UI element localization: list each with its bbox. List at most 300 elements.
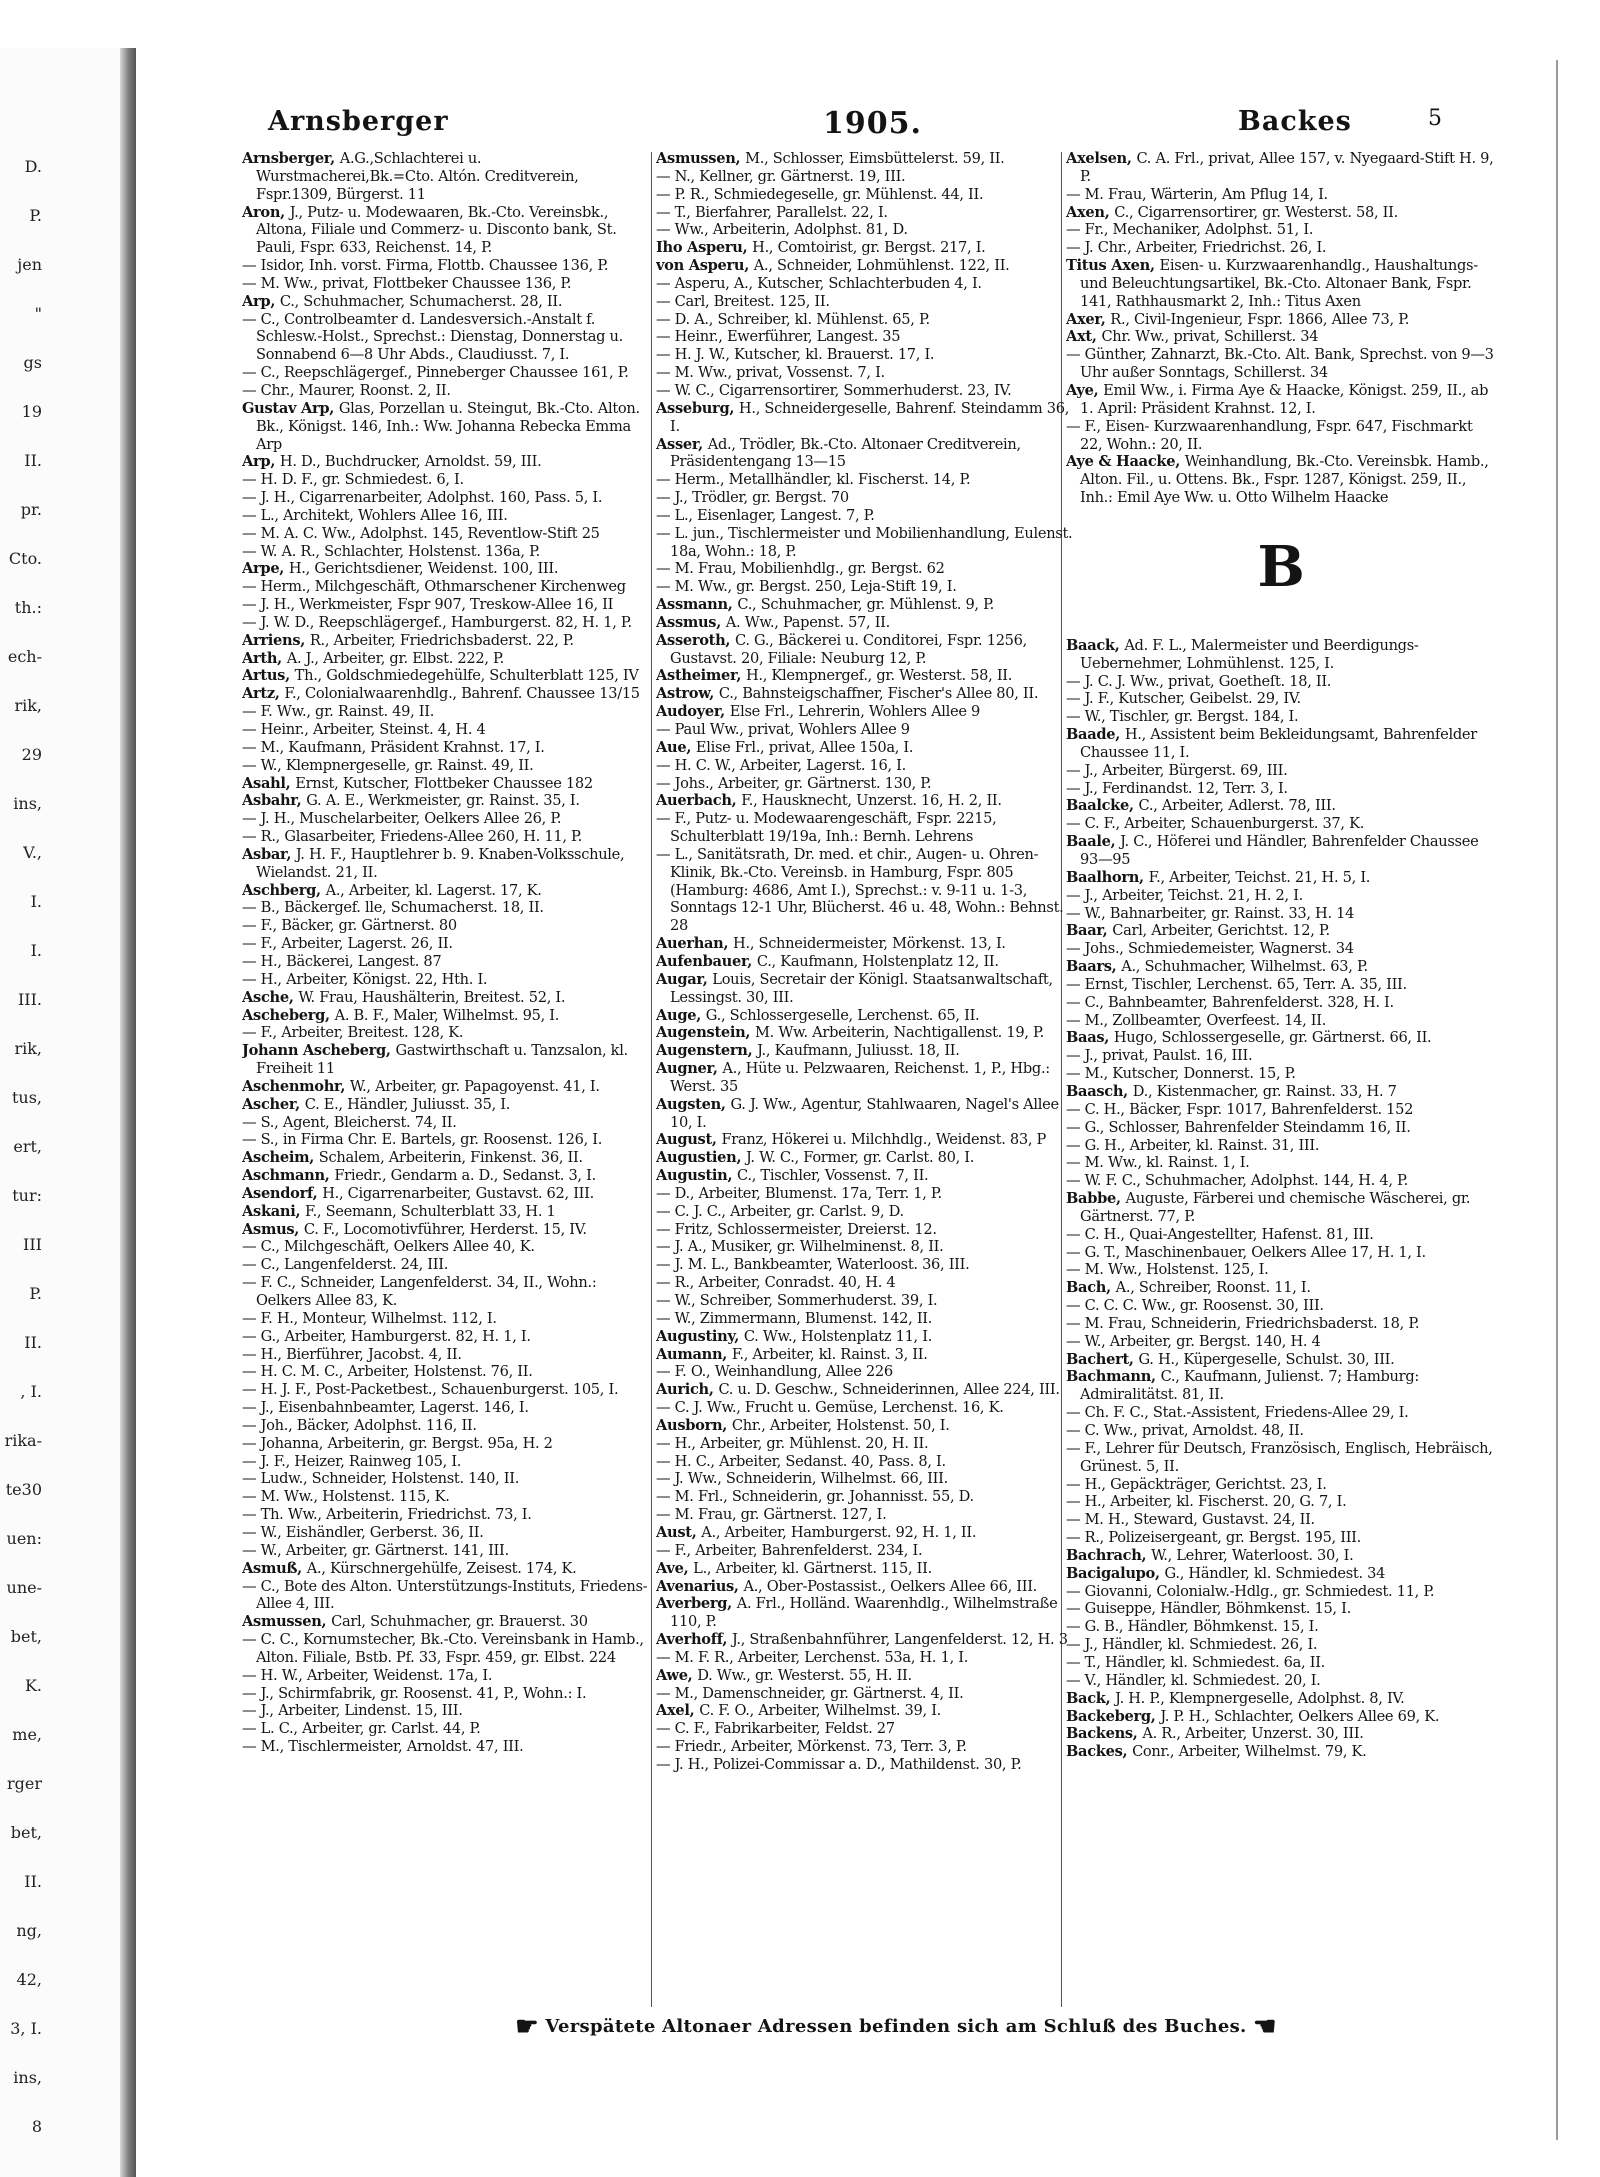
entry-details: — D. A., Schreiber, kl. Mühlenst. 65, P. bbox=[656, 310, 930, 328]
directory-entry bbox=[242, 560, 652, 578]
directory-entry bbox=[242, 507, 652, 525]
entry-surname: Augenstein, bbox=[656, 1024, 755, 1042]
directory-entry bbox=[656, 293, 1076, 311]
directory-entry bbox=[242, 846, 652, 882]
directory-entry bbox=[242, 650, 652, 668]
directory-entry bbox=[656, 685, 1076, 703]
entry-details: — G. B., Händler, Böhmkenst. 15, I. bbox=[1066, 1618, 1319, 1636]
directory-entry bbox=[242, 1310, 652, 1328]
directory-entry bbox=[1066, 673, 1496, 691]
entry-details: A., Hüte u. Pelzwaaren, Reichenst. 1, P., Hbg.: Werst. 35 bbox=[670, 1060, 1050, 1095]
directory-entry bbox=[1066, 382, 1496, 418]
directory-entry bbox=[656, 364, 1076, 382]
directory-entry bbox=[242, 1685, 652, 1703]
directory-entry bbox=[242, 1024, 652, 1042]
directory-entry bbox=[1066, 186, 1496, 204]
entry-surname: Audoyer, bbox=[656, 703, 730, 721]
directory-entry bbox=[1066, 1315, 1496, 1333]
entry-surname: Aschmann, bbox=[242, 1167, 335, 1185]
entry-details: Schalem, Arbeiterin, Finkenst. 36, II. bbox=[318, 1149, 583, 1167]
header-year: 1905. bbox=[823, 106, 922, 141]
entry-details: M., Schlosser, Eimsbüttelerst. 59, II. bbox=[745, 150, 1005, 167]
margin-fragment: D. bbox=[24, 157, 42, 176]
page-gutter-shadow bbox=[120, 48, 136, 2177]
previous-page-strip bbox=[0, 48, 132, 2177]
entry-details: G. A. E., Werkmeister, gr. Rainst. 35, I. bbox=[306, 792, 580, 810]
directory-entry bbox=[656, 1399, 1076, 1417]
entry-surname: Averhoff, bbox=[656, 1631, 732, 1649]
directory-entry bbox=[242, 204, 652, 258]
entry-details: — T., Bierfahrer, Parallelst. 22, I. bbox=[656, 203, 888, 221]
directory-entry bbox=[656, 1595, 1076, 1631]
entry-details: — J., Arbeiter, Bürgerst. 69, III. bbox=[1066, 761, 1288, 779]
margin-fragment: ert, bbox=[13, 1137, 42, 1156]
margin-fragment: ins, bbox=[13, 2068, 42, 2087]
entry-details: — M. Ww., Holstenst. 125, I. bbox=[1066, 1261, 1269, 1279]
entry-details: — F., Eisen- Kurzwaarenhandlung, Fspr. 647, Fischmarkt 22, Wohn.: 20, II. bbox=[1066, 417, 1473, 453]
directory-entry bbox=[242, 1542, 652, 1560]
entry-details: — L. jun., Tischlermeister und Mobilienhandlung, Eulenst. 18a, Wohn.: 18, P. bbox=[656, 524, 1073, 560]
entry-details: — L., Architekt, Wohlers Allee 16, III. bbox=[242, 506, 508, 524]
entry-details: C., Tischler, Vossenst. 7, II. bbox=[737, 1167, 929, 1185]
directory-entry bbox=[656, 1185, 1076, 1203]
entry-surname: Aurich, bbox=[656, 1381, 719, 1399]
directory-entry bbox=[1066, 976, 1496, 994]
directory-entry bbox=[656, 1149, 1076, 1167]
directory-entry bbox=[242, 1702, 652, 1720]
entry-details: — G. T., Maschinenbauer, Oelkers Allee 17, H. 1, I. bbox=[1066, 1243, 1426, 1261]
directory-entry bbox=[656, 507, 1076, 525]
entry-details: A., Ober-Postassist., Oelkers Allee 66, III. bbox=[743, 1577, 1037, 1595]
entry-surname: Asahl, bbox=[242, 774, 296, 792]
margin-fragment: 19 bbox=[21, 402, 42, 421]
entry-details: — J. Ww., Schneiderin, Wilhelmst. 66, III. bbox=[656, 1470, 948, 1488]
entry-surname: Aue, bbox=[656, 738, 696, 756]
entry-surname: Asseburg, bbox=[656, 399, 739, 417]
entry-details: — C. J. C., Arbeiter, gr. Carlst. 9, D. bbox=[656, 1202, 904, 1220]
entry-details: A., Arbeiter, Hamburgerst. 92, H. 1, II. bbox=[701, 1523, 977, 1541]
margin-fragment: gs bbox=[23, 353, 42, 372]
directory-entry bbox=[1066, 1190, 1496, 1226]
directory-entry bbox=[1066, 1672, 1496, 1690]
directory-entry bbox=[242, 882, 652, 900]
entry-details: — J. A., Musiker, gr. Wilhelminenst. 8, II. bbox=[656, 1238, 944, 1256]
margin-fragment: bet, bbox=[10, 1627, 42, 1646]
entry-details: J., Straßenbahnführer, Langenfelderst. 12, H. 3 bbox=[731, 1631, 1068, 1649]
entry-details: A. Ww., Papenst. 57, II. bbox=[725, 613, 890, 631]
entry-details: — W., Schreiber, Sommerhuderst. 39, I. bbox=[656, 1292, 938, 1309]
margin-fragment: bet, bbox=[10, 1823, 42, 1842]
directory-column-1 bbox=[242, 150, 652, 2030]
margin-fragment: P. bbox=[29, 1284, 42, 1303]
entry-details: — H. J. F., Post-Packetbest., Schauenburgerst. 105, I. bbox=[242, 1381, 619, 1399]
header-left-keyword: Arnsberger bbox=[268, 106, 449, 137]
directory-entry bbox=[1066, 1476, 1496, 1494]
margin-fragment: III. bbox=[17, 990, 42, 1009]
entry-details: R., Civil-Ingenieur, Fspr. 1866, Allee 73, P. bbox=[1110, 310, 1410, 328]
directory-entry bbox=[242, 757, 652, 775]
entry-details: Carl, Arbeiter, Gerichtst. 12, P. bbox=[1112, 922, 1330, 940]
entry-details: G. J. Ww., Agentur, Stahlwaaren, Nagel's Allee 10, I. bbox=[670, 1095, 1059, 1131]
directory-entry bbox=[1066, 1690, 1496, 1708]
entry-details: — H. C. M. C., Arbeiter, Holstenst. 76, II. bbox=[242, 1363, 533, 1381]
entry-surname: Asbahr, bbox=[242, 792, 307, 810]
margin-fragment: uen: bbox=[6, 1529, 42, 1548]
entry-details: A., Schneider, Lohmühlenst. 122, II. bbox=[753, 257, 1010, 275]
entry-surname: Baar, bbox=[1066, 922, 1113, 940]
entry-surname: Baade, bbox=[1066, 726, 1125, 744]
entry-surname: Asche, bbox=[242, 988, 299, 1006]
entry-details: Friedr., Gendarm a. D., Sedanst. 3, I. bbox=[334, 1167, 596, 1185]
directory-entry bbox=[242, 1470, 652, 1488]
entry-surname: Ascheberg, bbox=[242, 1006, 335, 1024]
directory-entry bbox=[656, 1238, 1076, 1256]
entry-details: Franz, Hökerei u. Milchhdlg., Weidenst. 83, P bbox=[721, 1131, 1047, 1149]
directory-entry bbox=[1066, 1172, 1496, 1190]
entry-details: Th., Goldschmiedegehülfe, Schulterblatt 125, IV bbox=[294, 667, 639, 685]
entry-details: — M. Frau, Mobilienhdlg., gr. Bergst. 62 bbox=[656, 560, 945, 578]
directory-entry bbox=[656, 1685, 1076, 1703]
entry-details: C., Schuhmacher, gr. Mühlenst. 9, P. bbox=[737, 596, 995, 614]
entry-details: — F. C., Schneider, Langenfelderst. 34, II., Wohn.: Oelkers Allee 83, K. bbox=[242, 1274, 597, 1309]
margin-fragment: ech- bbox=[7, 647, 42, 666]
entry-details: — F., Putz- u. Modewaarengeschäft, Fspr. 2215, Schulterblatt 19/19a, Inh.: Bernh. Lehrens bbox=[656, 810, 997, 846]
entry-details: — P. R., Schmiedegeselle, gr. Mühlenst. 44, II. bbox=[656, 185, 984, 203]
entry-details: — C., Bote des Alton. Unterstützungs-Instituts, Friedens-Allee 4, III. bbox=[242, 1577, 648, 1613]
directory-entry bbox=[1066, 1708, 1496, 1726]
directory-entry bbox=[242, 703, 652, 721]
directory-entry bbox=[242, 1042, 652, 1078]
directory-entry bbox=[1066, 905, 1496, 923]
margin-fragment: ng, bbox=[16, 1921, 42, 1940]
directory-entry bbox=[1066, 1244, 1496, 1262]
directory-entry bbox=[656, 471, 1076, 489]
directory-entry bbox=[656, 346, 1076, 364]
entry-details: — Heinr., Ewerführer, Langest. 35 bbox=[656, 328, 901, 346]
entry-details: — R., Arbeiter, Conradst. 40, H. 4 bbox=[656, 1274, 896, 1292]
entry-details: — J., Händler, kl. Schmiedest. 26, I. bbox=[1066, 1636, 1318, 1654]
entry-details: — H. C., Arbeiter, Sedanst. 40, Pass. 8, I. bbox=[656, 1452, 946, 1470]
directory-entry bbox=[656, 596, 1076, 614]
directory-entry bbox=[1066, 797, 1496, 815]
directory-entry bbox=[656, 1274, 1076, 1292]
entry-surname: Augsten, bbox=[656, 1095, 731, 1113]
directory-entry bbox=[242, 614, 652, 632]
entry-surname: Asmussen, bbox=[656, 150, 746, 167]
directory-entry bbox=[656, 1221, 1076, 1239]
directory-entry bbox=[1066, 1226, 1496, 1244]
directory-entry bbox=[1066, 1012, 1496, 1030]
margin-fragment: 42, bbox=[16, 1970, 42, 1989]
directory-entry bbox=[242, 1007, 652, 1025]
directory-entry bbox=[656, 1024, 1076, 1042]
directory-entry bbox=[656, 1453, 1076, 1471]
directory-entry bbox=[1066, 1511, 1496, 1529]
entry-details: — C. H., Quai-Angestellter, Hafenst. 81, III. bbox=[1066, 1225, 1374, 1243]
directory-entry bbox=[656, 328, 1076, 346]
entry-details: — M. H., Steward, Gustavst. 24, II. bbox=[1066, 1511, 1315, 1529]
margin-fragment: , I. bbox=[20, 1382, 42, 1401]
entry-surname: Augenstern, bbox=[656, 1042, 758, 1060]
directory-entry bbox=[1066, 1404, 1496, 1422]
entry-details: — Ernst, Tischler, Lerchenst. 65, Terr. A. 35, III. bbox=[1066, 975, 1407, 993]
entry-surname: Axt, bbox=[1066, 328, 1102, 346]
margin-fragment: tur: bbox=[12, 1186, 42, 1205]
directory-entry bbox=[1066, 922, 1496, 940]
directory-entry bbox=[656, 953, 1076, 971]
entry-details: — J. F., Kutscher, Geibelst. 29, IV. bbox=[1066, 690, 1301, 708]
entry-surname: Baars, bbox=[1066, 958, 1122, 976]
directory-entry bbox=[1066, 637, 1496, 673]
entry-details: C. u. D. Geschw., Schneiderinnen, Allee 224, III. bbox=[718, 1381, 1060, 1399]
entry-details: — W. C., Cigarrensortirer, Sommerhuderst. 23, IV. bbox=[656, 381, 1012, 399]
directory-entry bbox=[242, 596, 652, 614]
entry-details: M. Ww. Arbeiterin, Nachtigallenst. 19, P. bbox=[755, 1024, 1044, 1042]
entry-surname: Avenarius, bbox=[656, 1577, 744, 1595]
entry-details: — M. Ww., privat, Flottbeker Chaussee 136, P. bbox=[242, 274, 572, 292]
top-margin bbox=[0, 0, 1600, 48]
directory-entry bbox=[656, 1738, 1076, 1756]
entry-details: — M. Frau, gr. Gärtnerst. 127, I. bbox=[656, 1506, 887, 1524]
directory-entry bbox=[242, 1096, 652, 1114]
entry-details: — Joh., Bäcker, Adolphst. 116, II. bbox=[242, 1416, 477, 1434]
entry-details: — Friedr., Arbeiter, Mörkenst. 73, Terr. 3, P. bbox=[656, 1738, 967, 1756]
directory-entry bbox=[1066, 1261, 1496, 1279]
page-header bbox=[136, 106, 1556, 146]
entry-details: — Giovanni, Colonialw.-Hdlg., gr. Schmiedest. 11, P. bbox=[1066, 1582, 1435, 1600]
directory-entry bbox=[656, 971, 1076, 1007]
entry-details: G., Schlossergeselle, Lerchenst. 65, II. bbox=[705, 1006, 980, 1024]
margin-fragment: me, bbox=[12, 1725, 42, 1744]
entry-surname: Arp, bbox=[242, 292, 280, 310]
entry-details: C., Cigarrensortirer, gr. Westerst. 58, II. bbox=[1114, 203, 1398, 221]
directory-entry bbox=[242, 1185, 652, 1203]
entry-details: W., Lehrer, Waterloost. 30, I. bbox=[1151, 1546, 1354, 1564]
directory-entry bbox=[242, 685, 652, 703]
entry-surname: Augustien, bbox=[656, 1149, 747, 1167]
entry-details: — F. H., Monteur, Wilhelmst. 112, I. bbox=[242, 1309, 497, 1327]
entry-details: H. D., Buchdrucker, Arnoldst. 59, III. bbox=[279, 453, 542, 471]
entry-details: — Herm., Metallhändler, kl. Fischerst. 14, P. bbox=[656, 471, 971, 489]
entry-details: — J., privat, Paulst. 16, III. bbox=[1066, 1047, 1253, 1065]
directory-entry bbox=[1066, 762, 1496, 780]
entry-details: — C. C. C. Ww., gr. Roosenst. 30, III. bbox=[1066, 1297, 1324, 1315]
entry-surname: Baale, bbox=[1066, 833, 1121, 851]
directory-entry bbox=[656, 721, 1076, 739]
entry-details: — H., Bäckerei, Langest. 87 bbox=[242, 952, 442, 970]
entry-details: C. A. Frl., privat, Allee 157, v. Nyegaard-Stift H. 9, P. bbox=[1080, 150, 1494, 185]
directory-entry bbox=[656, 810, 1076, 846]
entry-details: — S., in Firma Chr. E. Bartels, gr. Roosenst. 126, I. bbox=[242, 1131, 603, 1149]
entry-surname: Auerbach, bbox=[656, 792, 742, 810]
directory-entry bbox=[1066, 453, 1496, 507]
entry-surname: Asmussen, bbox=[242, 1613, 332, 1631]
entry-details: — F. O., Weinhandlung, Allee 226 bbox=[656, 1363, 893, 1381]
directory-entry bbox=[1066, 1636, 1496, 1654]
entry-details: — F. Ww., gr. Rainst. 49, II. bbox=[242, 703, 435, 721]
entry-details: Ad., Trödler, Bk.-Cto. Altonaer Creditverein, Präsidentengang 13—15 bbox=[670, 435, 1021, 471]
entry-details: — J., Arbeiter, Lindenst. 15, III. bbox=[242, 1702, 463, 1720]
directory-entry bbox=[656, 1560, 1076, 1578]
directory-entry bbox=[656, 525, 1076, 561]
entry-details: C. G., Bäckerei u. Conditorei, Fspr. 1256, Gustavst. 20, Filiale: Neuburg 12, P. bbox=[670, 631, 1027, 667]
directory-entry bbox=[1066, 887, 1496, 905]
directory-entry bbox=[656, 221, 1076, 239]
directory-entry bbox=[1066, 418, 1496, 454]
entry-surname: Assmann, bbox=[656, 596, 738, 614]
entry-surname: Aumann, bbox=[656, 1345, 732, 1363]
entry-details: C., Kaufmann, Julienst. 7; Hamburg: Admiralitätst. 81, II. bbox=[1080, 1368, 1419, 1404]
directory-entry bbox=[1066, 726, 1496, 762]
entry-details: — Asperu, A., Kutscher, Schlachterbuden 4, I. bbox=[656, 274, 982, 292]
directory-entry bbox=[656, 1096, 1076, 1132]
directory-entry bbox=[242, 810, 652, 828]
margin-fragment: rika- bbox=[4, 1431, 42, 1450]
entry-details: — Ch. F. C., Stat.-Assistent, Friedens-Allee 29, I. bbox=[1066, 1404, 1409, 1422]
directory-entry bbox=[656, 204, 1076, 222]
directory-entry bbox=[656, 1578, 1076, 1596]
entry-details: Else Frl., Lehrerin, Wohlers Allee 9 bbox=[729, 703, 981, 721]
entry-details: Weinhandlung, Bk.-Cto. Vereinsbk. Hamb., Alton. Fil., u. Ottens. Bk., Fspr. 1287, Königst. 259, II., Inh.: Emil Aye Ww. u. Otto Wilhelm Haacke bbox=[1080, 453, 1489, 507]
entry-details: Ernst, Kutscher, Flottbeker Chaussee 182 bbox=[295, 774, 593, 792]
entry-surname: Auge, bbox=[656, 1006, 706, 1024]
entry-details: — M., Damenschneider, gr. Gärtnerst. 4, II. bbox=[656, 1684, 964, 1702]
directory-entry bbox=[1066, 780, 1496, 798]
entry-details: — Günther, Zahnarzt, Bk.-Cto. Alt. Bank, Sprechst. von 9—3 Uhr außer Sonntags, Schillerst. 34 bbox=[1066, 346, 1494, 382]
directory-entry bbox=[1066, 1743, 1496, 1761]
margin-fragment: K. bbox=[24, 1676, 42, 1695]
entry-details: Chr. Ww., privat, Schillerst. 34 bbox=[1101, 328, 1319, 346]
entry-details: — Ww., Arbeiterin, Adolphst. 81, D. bbox=[656, 221, 908, 239]
directory-entry bbox=[656, 667, 1076, 685]
entry-surname: Assmus, bbox=[656, 613, 726, 631]
directory-entry bbox=[242, 453, 652, 471]
entry-details: — V., Händler, kl. Schmiedest. 20, I. bbox=[1066, 1671, 1321, 1689]
entry-details: C. E., Händler, Juliusst. 35, I. bbox=[304, 1095, 511, 1113]
directory-entry bbox=[242, 1238, 652, 1256]
header-right-keyword: Backes bbox=[1238, 106, 1352, 137]
entry-details: — J., Trödler, gr. Bergst. 70 bbox=[656, 489, 849, 507]
entry-surname: Ascheim, bbox=[242, 1149, 319, 1167]
directory-entry bbox=[242, 1346, 652, 1364]
entry-surname: Johann Ascheberg, bbox=[242, 1042, 396, 1060]
entry-details: C., Arbeiter, Adlerst. 78, III. bbox=[1138, 797, 1336, 815]
directory-entry bbox=[1066, 311, 1496, 329]
directory-entry bbox=[1066, 1047, 1496, 1065]
directory-entry bbox=[656, 757, 1076, 775]
entry-details: — G. H., Arbeiter, kl. Rainst. 31, III. bbox=[1066, 1136, 1320, 1154]
directory-entry bbox=[1066, 1083, 1496, 1101]
directory-entry bbox=[242, 1417, 652, 1435]
directory-entry bbox=[242, 775, 652, 793]
margin-fragment: rik, bbox=[14, 696, 42, 715]
directory-entry bbox=[242, 971, 652, 989]
entry-details: C. F., Locomotivführer, Herderst. 15, IV. bbox=[303, 1220, 587, 1238]
entry-details: — Chr., Maurer, Roonst. 2, II. bbox=[242, 381, 451, 399]
directory-column-2 bbox=[656, 150, 1076, 2030]
directory-entry bbox=[656, 1363, 1076, 1381]
entry-details: — S., Agent, Bleicherst. 74, II. bbox=[242, 1113, 457, 1131]
directory-entry bbox=[656, 1381, 1076, 1399]
entry-details: — J. W. D., Reepschlägergef., Hamburgerst. 82, H. 1, P. bbox=[242, 613, 632, 631]
entry-details: — J. H., Polizei-Commissar a. D., Mathildenst. 30, P. bbox=[656, 1755, 1022, 1773]
directory-entry bbox=[1066, 1565, 1496, 1583]
entry-details: — M. F. R., Arbeiter, Lerchenst. 53a, H. 1, I. bbox=[656, 1648, 969, 1666]
entry-surname: Aye & Haacke, bbox=[1066, 453, 1185, 471]
entry-details: Glas, Porzellan u. Steingut, Bk.-Cto. Alton. Bk., Königst. 146, Inh.: Ww. Johanna Rebecka Emma Arp bbox=[256, 399, 640, 453]
entry-surname: Bach, bbox=[1066, 1279, 1116, 1297]
entry-details: Emil Ww., i. Firma Aye & Haacke, Königst. 259, II., ab 1. April: Präsident Krahnst. 12, I. bbox=[1080, 381, 1489, 417]
entry-details: Auguste, Färberei und chemische Wäscherei, gr. Gärtnerst. 77, P. bbox=[1080, 1190, 1471, 1225]
directory-entry bbox=[242, 1203, 652, 1221]
entry-details: H., Comtoirist, gr. Bergst. 217, I. bbox=[752, 239, 986, 257]
margin-fragment: III bbox=[23, 1235, 42, 1254]
entry-details: Conr., Arbeiter, Wilhelmst. 79, K. bbox=[1132, 1743, 1367, 1761]
directory-entry bbox=[242, 1167, 652, 1185]
entry-details: J., Putz- u. Modewaaren, Bk.-Cto. Vereinsbk., Altona, Filiale und Commerz- u. Disconto bank, St. Pauli, Fspr. 633, Reichenst. 14, P. bbox=[256, 203, 617, 257]
directory-entry bbox=[242, 1078, 652, 1096]
margin-fragment: " bbox=[34, 304, 42, 323]
directory-entry bbox=[242, 150, 652, 204]
entry-surname: Babbe, bbox=[1066, 1190, 1126, 1208]
directory-entry bbox=[1066, 1333, 1496, 1351]
directory-entry bbox=[656, 1292, 1076, 1310]
entry-surname: Ave, bbox=[656, 1559, 694, 1577]
directory-entry bbox=[1066, 958, 1496, 976]
directory-entry bbox=[242, 1131, 652, 1149]
entry-details: — J. H., Werkmeister, Fspr 907, Treskow-Allee 16, II bbox=[242, 596, 614, 614]
entry-details: Chr., Arbeiter, Holstenst. 50, I. bbox=[731, 1416, 950, 1434]
directory-entry bbox=[242, 1114, 652, 1132]
entry-details: A. J., Arbeiter, gr. Elbst. 222, P. bbox=[286, 649, 504, 667]
entry-details: C. F. O., Arbeiter, Wilhelmst. 39, I. bbox=[699, 1702, 942, 1720]
entry-surname: Axelsen, bbox=[1066, 150, 1137, 167]
entry-surname: Augustin, bbox=[656, 1167, 738, 1185]
entry-surname: Titus Axen, bbox=[1066, 257, 1160, 275]
directory-entry bbox=[656, 400, 1076, 436]
entry-details: — C., Reepschlägergef., Pinneberger Chaussee 161, P. bbox=[242, 364, 629, 382]
entry-surname: Arnsberger, bbox=[242, 150, 340, 167]
entry-details: — Heinr., Arbeiter, Steinst. 4, H. 4 bbox=[242, 721, 486, 738]
directory-entry bbox=[242, 1560, 652, 1578]
margin-fragment: Cto. bbox=[8, 549, 42, 568]
right-margin bbox=[1558, 48, 1600, 2177]
entry-surname: Axen, bbox=[1066, 203, 1115, 221]
entry-details: — M. Ww., privat, Vossenst. 7, I. bbox=[656, 364, 885, 382]
entry-surname: Aschberg, bbox=[242, 881, 326, 899]
entry-details: H., Assistent beim Bekleidungsamt, Bahrenfelder Chaussee 11, I. bbox=[1080, 726, 1477, 761]
directory-column-3 bbox=[1066, 150, 1496, 2030]
section-letter: B bbox=[1257, 533, 1305, 600]
entry-surname: Aye, bbox=[1066, 381, 1104, 399]
directory-entry bbox=[656, 1131, 1076, 1149]
entry-details: — H., Bierführer, Jacobst. 4, II. bbox=[242, 1345, 462, 1363]
margin-fragment: II. bbox=[24, 1333, 42, 1352]
entry-details: — M., Kutscher, Donnerst. 15, P. bbox=[1066, 1065, 1296, 1083]
entry-details: A.G.,Schlachterei u. Wurstmacherei,Bk.=Cto. Altón. Creditverein, Fspr.1309, Bürgerst. 11 bbox=[256, 150, 579, 203]
margin-fragment: P. bbox=[29, 206, 42, 225]
margin-fragment: tus, bbox=[11, 1088, 42, 1107]
directory-entry bbox=[1066, 1547, 1496, 1565]
entry-details: F., Hausknecht, Unzerst. 16, H. 2, II. bbox=[741, 792, 1002, 810]
entry-surname: Back, bbox=[1066, 1689, 1116, 1707]
entry-details: — W., Bahnarbeiter, gr. Rainst. 33, H. 14 bbox=[1066, 904, 1355, 922]
directory-entry bbox=[1066, 815, 1496, 833]
entry-details: F., Seemann, Schulterblatt 33, H. 1 bbox=[305, 1202, 556, 1220]
entry-details: — M. Frau, Schneiderin, Friedrichsbaderst. 18, P. bbox=[1066, 1314, 1420, 1332]
directory-entry bbox=[1066, 257, 1496, 311]
directory-entry bbox=[1066, 1725, 1496, 1743]
